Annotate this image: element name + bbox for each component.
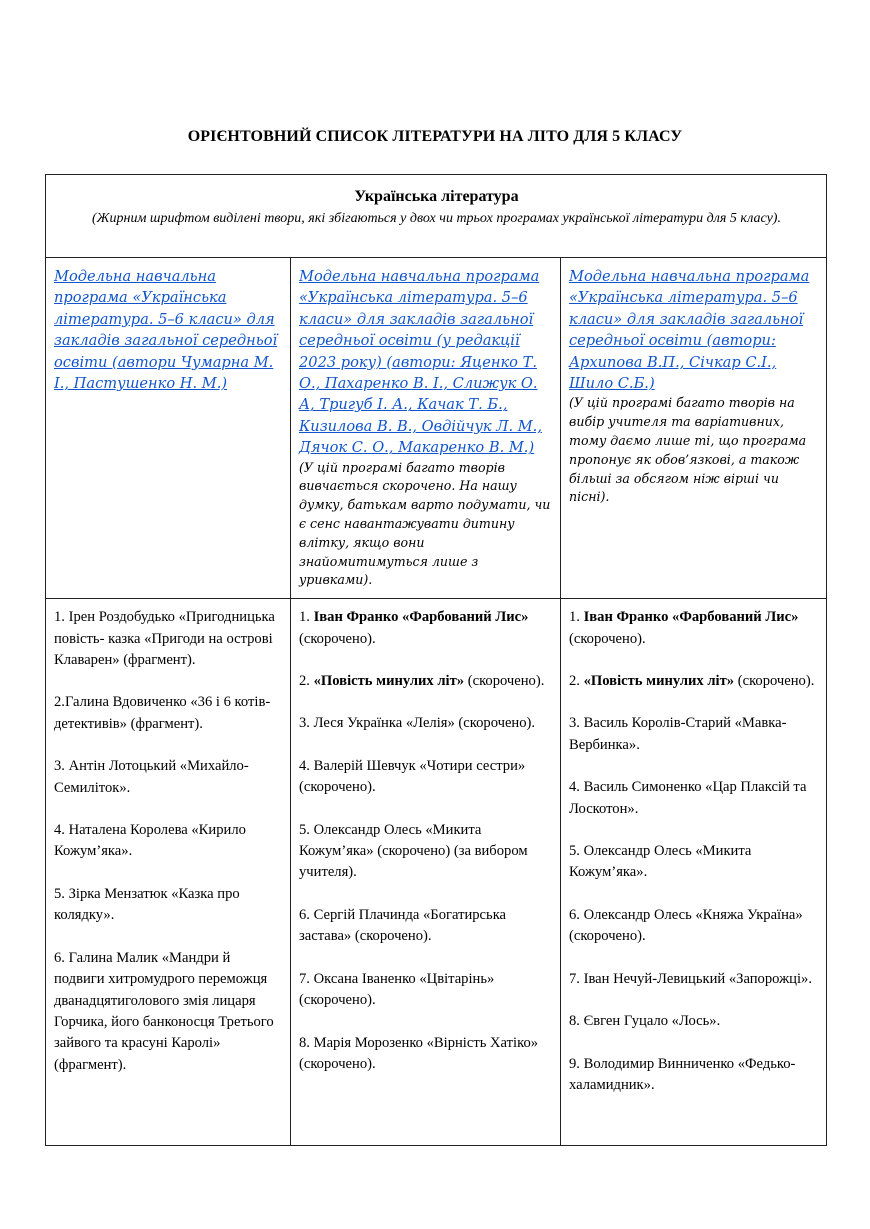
work-number: 3.	[299, 715, 310, 732]
work-number: 7.	[299, 970, 310, 987]
work-item	[569, 671, 819, 692]
work-item	[54, 692, 283, 735]
works-column-3	[561, 599, 827, 1146]
works-column-1	[46, 599, 291, 1146]
work-number: 3.	[569, 715, 580, 732]
work-item	[54, 820, 283, 863]
program-cell-1	[46, 258, 291, 599]
work-text: Галина Малик «Мандри й подвиги хитромудрого переможця дванадцятиголового змія лицаря Горчика, його банконосця Третього зайвого та красуні Каролі» (фрагмент).	[54, 949, 274, 1073]
program-cell-2	[291, 258, 561, 599]
work-item	[299, 756, 553, 799]
work-text: Сергій Плачинда «Богатирська застава» (скорочено).	[299, 906, 507, 945]
program-cell-3	[561, 258, 827, 599]
work-text: Леся Українка «Лелія» (скорочено).	[309, 715, 536, 732]
work-item	[569, 713, 819, 756]
work-item	[299, 671, 553, 692]
work-number: 1.	[299, 609, 310, 626]
program-link-3[interactable]: Модельна навчальна програма «Українська література. 5–6 класи» для закладів загальної середньої освіти (автори: Архипова В.П., Січкар С.І., Шило С.Б.)	[569, 268, 810, 393]
work-number: 4.	[299, 757, 310, 774]
work-text: (скорочено).	[299, 630, 376, 647]
program-link-2[interactable]: Модельна навчальна програма «Українська література. 5–6 класи» для закладів загальної середньої освіти (у редакції 2023 року) (автори: Яценко Т. О., Пахаренко В. І., Слижук О. А, Тригуб І. А., Качак Т. Б., Кизилова В. В., Овдійчук Л. М., Дячок С. О., Макаренко В. М.)	[299, 268, 542, 457]
work-item	[54, 884, 283, 927]
works-row	[46, 599, 827, 1146]
work-number: 2.	[54, 694, 65, 711]
work-text: Галина Вдовиченко «36 і 6 котів-детективів» (фрагмент).	[54, 694, 271, 732]
work-text: Оксана Іваненко «Цвітарінь» (скорочено).	[299, 970, 495, 1009]
work-item	[569, 777, 819, 820]
work-number: 9.	[569, 1055, 580, 1072]
work-number: 8.	[569, 1013, 580, 1030]
work-item	[299, 713, 553, 734]
work-item	[299, 969, 553, 1012]
work-number: 6.	[569, 906, 580, 923]
work-number: 5.	[569, 843, 580, 860]
work-text: Зірка Мензатюк «Казка про колядку».	[54, 885, 240, 924]
program-note-3: (У цій програмі багато творів на вибір учителя та варіативних, тому даємо лише ті, що програма пропонує як обов’язкові, а також більші за обсягом ніж вірші чи пісні).	[569, 395, 807, 505]
work-item	[569, 1011, 819, 1032]
work-number: 6.	[299, 906, 310, 923]
work-number: 1.	[569, 609, 580, 626]
work-text: (скорочено).	[734, 673, 815, 690]
work-text: Євген Гуцало «Лось».	[579, 1013, 721, 1030]
work-number: 4.	[569, 779, 580, 796]
work-text: Василь Королів-Старий «Мавка-Вербинка».	[569, 715, 787, 753]
work-number: 4.	[54, 822, 65, 839]
work-text: (скорочено).	[464, 673, 545, 690]
work-number: 6.	[54, 949, 65, 966]
works-column-2	[291, 599, 561, 1146]
subject-note: (Жирним шрифтом виділені твори, які збігаються у двох чи трьох програмах української літератури для 5 класу).	[92, 211, 781, 226]
work-number: 2.	[569, 673, 580, 690]
work-item	[299, 820, 553, 884]
work-text: Валерій Шевчук «Чотири сестри» (скорочено).	[299, 757, 526, 796]
work-text: Іван Нечуй-Левицький «Запорожці».	[579, 970, 812, 987]
program-link-1[interactable]: Модельна навчальна програма «Українська література. 5–6 класи» для закладів загальної середньої освіти (автори Чумарна М. І., Пастушенко Н. М.)	[54, 268, 278, 393]
work-item	[569, 905, 819, 948]
work-text: Олександр Олесь «Микита Кожум’яка» (скорочено) (за вибором учителя).	[299, 821, 528, 881]
work-item	[569, 969, 819, 990]
work-title-bold: «Повість минулих літ»	[309, 673, 465, 690]
work-text: Володимир Винниченко «Федько-халамидник».	[569, 1055, 796, 1093]
work-item	[54, 948, 283, 1076]
work-text: Олександр Олесь «Микита Кожум’яка».	[569, 843, 752, 881]
document-title: ОРІЄНТОВНИЙ СПИСОК ЛІТЕРАТУРИ НА ЛІТО ДЛЯ 5 КЛАСУ	[187, 128, 683, 145]
program-note-2: (У цій програмі багато творів вивчається скорочено. На нашу думку, батькам варто подумати, чи є сенс навантажувати дитину влітку, якщо вони знайомитимуться лише з уривками).	[299, 459, 551, 588]
work-text: Марія Морозенко «Вірність Хатіко» (скорочено).	[299, 1034, 539, 1072]
literature-table	[45, 174, 827, 1146]
work-item	[299, 1033, 553, 1076]
work-title-bold: «Повість минулих літ»	[579, 673, 735, 690]
work-text: Антін Лотоцький «Михайло-Семиліток».	[54, 758, 249, 796]
subject-title: Українська література	[354, 188, 519, 205]
work-number: 2.	[299, 673, 310, 690]
work-text: Наталена Королева «Кирило Кожум’яка».	[54, 822, 246, 860]
subject-header-row	[46, 175, 827, 258]
work-number: 5.	[299, 821, 310, 838]
work-text: Василь Симоненко «Цар Плаксій та Лоскотон».	[569, 779, 807, 817]
work-number: 3.	[54, 758, 65, 775]
programs-row	[46, 258, 827, 599]
work-number: 5.	[54, 885, 65, 902]
work-text: Ірен Роздобудько «Пригодницька повість- казка «Пригоди на острові Клаварен» (фрагмент).	[54, 609, 275, 669]
work-text: Олександр Олесь «Княжа Україна» (скорочено).	[569, 906, 803, 945]
work-item	[299, 607, 553, 650]
work-item	[299, 905, 553, 948]
work-item	[569, 841, 819, 884]
work-title-bold: Іван Франко «Фарбований Лис»	[309, 609, 529, 626]
work-item	[569, 1054, 819, 1097]
work-number: 1.	[54, 609, 65, 626]
subject-header-cell	[46, 175, 827, 258]
work-item	[54, 607, 283, 671]
work-item	[569, 607, 819, 650]
work-number: 8.	[299, 1034, 310, 1051]
work-text: (скорочено).	[569, 630, 646, 647]
work-item	[54, 756, 283, 799]
work-title-bold: Іван Франко «Фарбований Лис»	[579, 609, 799, 626]
work-number: 7.	[569, 970, 580, 987]
